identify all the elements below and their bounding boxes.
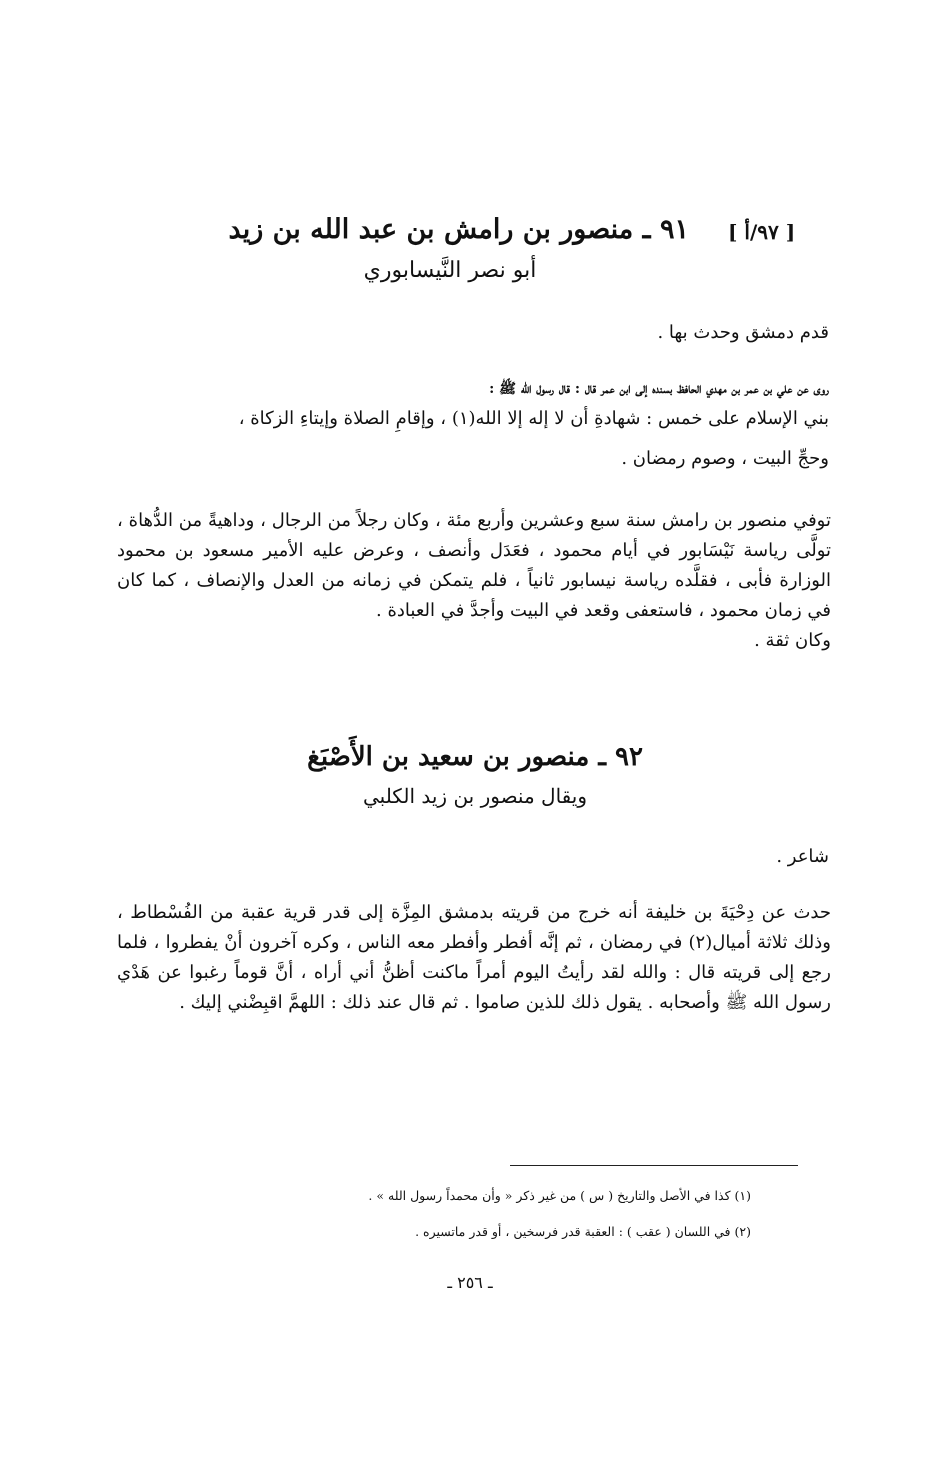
entry-91-isnad: روى عن علي بن عمر بن مهدي الحافظ بسنده إلى ابن عمر قال : قال رسول الله ﷺ : [489, 381, 829, 397]
entry-92-body-text: حدث عن دِحْيَةَ بن خليفة أنه خرج من قريته بدمشق المِزَّة إلى قدر قرية عقبة من الفُسْطاط ، وذلك ثلاثة أميال(٢) في رمضان ، ثم إنَّه أفطر وأفطر معه الناس ، وكره آخرون أنْ يفطروا ، فلما رجع إلى قريته قال : والله لقد رأيتُ اليوم أمراً ماكنت أظنُّ أني أراه ، أنَّ قوماً رغبوا عن هَدْي رسول الله ﷺ وأصحابه . يقول ذلك للذين صاموا . ثم قال عند ذلك : اللهمَّ اقبِضْني إليك . [117, 902, 831, 1013]
page-number: ـ ٢٥٦ ـ [447, 1273, 493, 1292]
entry-91-hadith-line-2: وحجِّ البيت ، وصوم رمضان . [621, 448, 829, 469]
entry-91-biography-end: وكان ثقة . [754, 630, 831, 651]
entry-91-biography [117, 506, 831, 656]
entry-92-intro: شاعر . [776, 846, 829, 867]
entry-92-body [117, 898, 831, 1018]
entry-91-heading: ٩١ ـ منصور بن رامش بن عبد الله بن زيد [228, 214, 689, 245]
entry-91-hadith-line-1: بني الإسلام على خمس : شهادةِ أن لا إله إلا الله(١) ، وإقامِ الصلاة وإيتاءِ الزكاة ، [238, 408, 829, 429]
footnote-separator [510, 1165, 798, 1166]
entry-91-subheading: أبو نصر النَّيسابوري [363, 258, 537, 283]
footnote-2: (٢) في اللسان ( عقب ) : العقبة قدر فرسخين ، أو قدر ماتسيره . [415, 1224, 751, 1239]
entry-91-intro: قدم دمشق وحدث بها . [657, 322, 829, 343]
manuscript-folio-marker: [ ٩٧/أ ] [728, 220, 796, 244]
entry-92-subheading: ويقال منصور بن زيد الكلبي [362, 784, 587, 808]
entry-92-heading: ٩٢ ـ منصور بن سعيد بن الأَصْبَغ [307, 742, 643, 772]
entry-91-biography-text: توفي منصور بن رامش سنة سبع وعشرين وأربع مئة ، وكان رجلاً من الرجال ، وداهيةً من الدُّهاة ، تولَّى رياسة نَيْسَابور في أيام محمود ، فعَدَل وأنصف ، وعرض عليه الأمير مسعود بن محمود الوزارة فأبى ، فقلَّده رياسة نيسابور ثانياً ، فلم يتمكن في زمانه من العدل والإنصاف ، كما كان في زمان محمود ، فاستعفى وقعد في البيت وأجدَّ في العبادة . [117, 510, 831, 621]
footnote-1: (١) كذا في الأصل والتاريخ ( س ) من غير ذكر « وأن محمداً رسول الله » . [368, 1188, 751, 1203]
